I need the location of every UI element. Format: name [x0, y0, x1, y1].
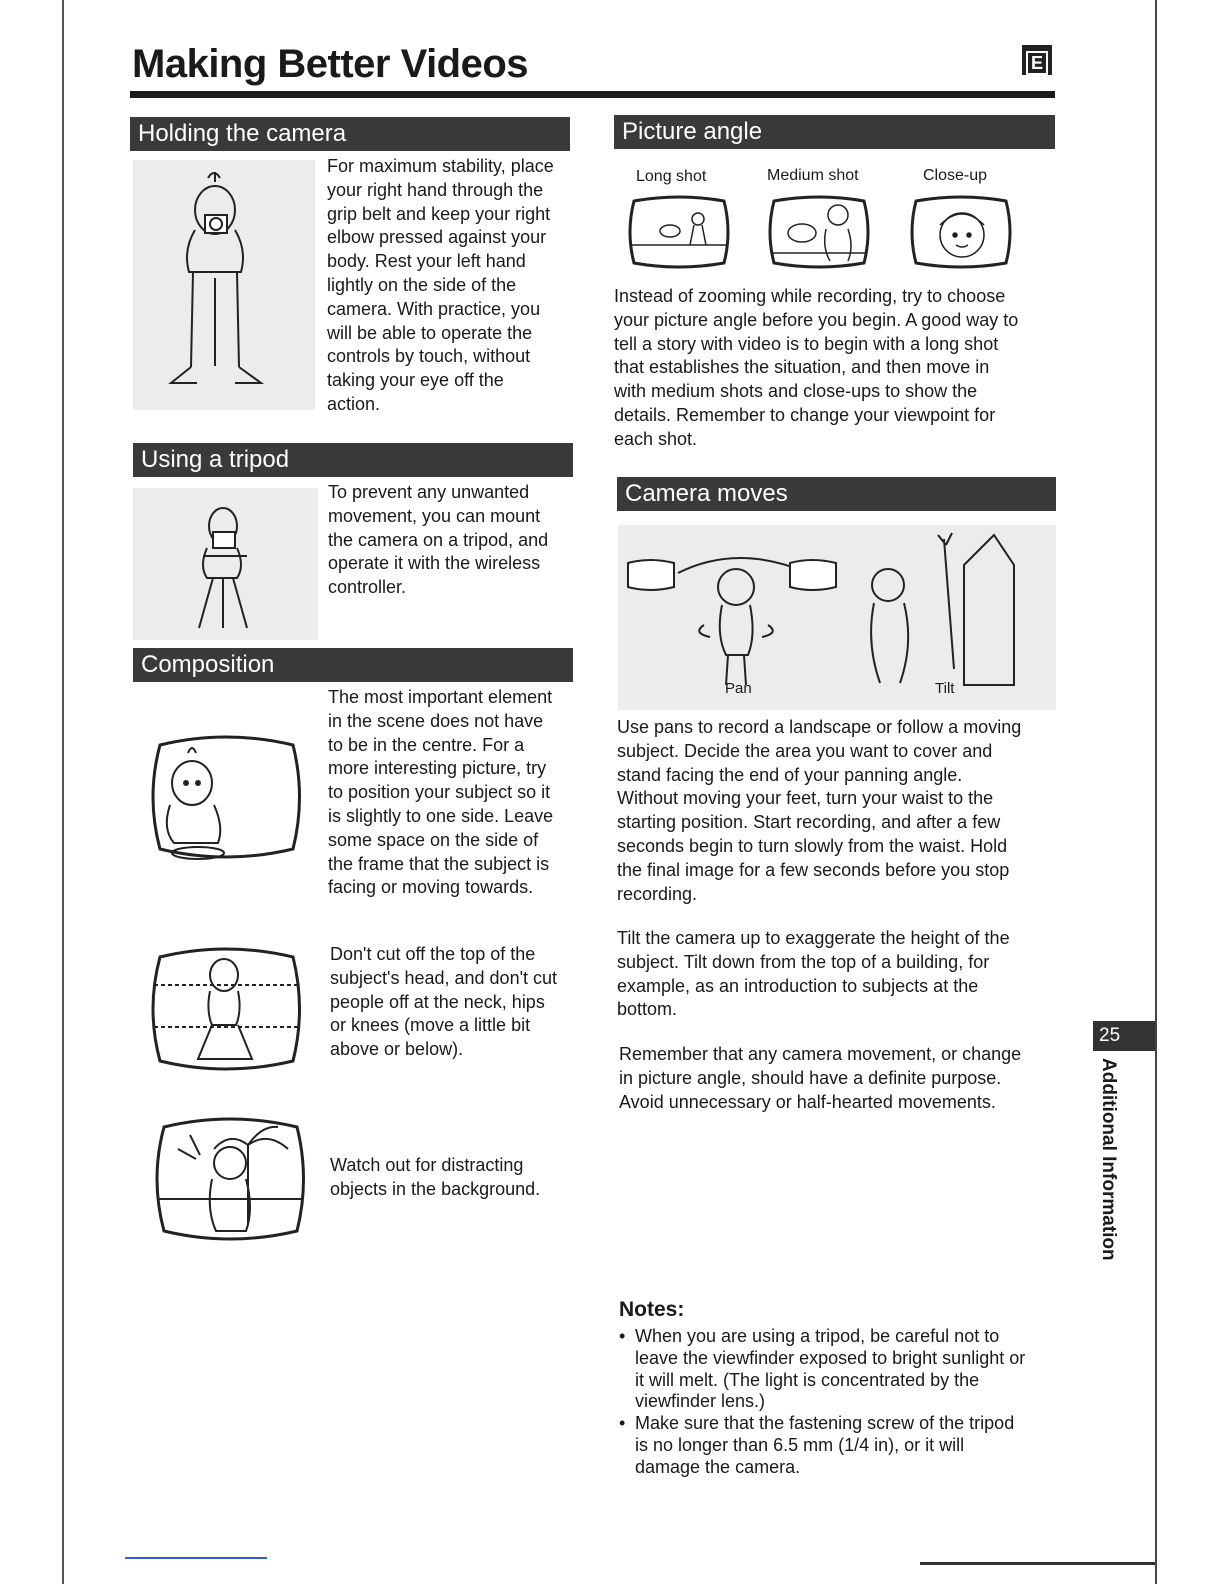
- page-number-tab: 25: [1093, 1021, 1155, 1051]
- camera-moves-illustration: [618, 525, 1056, 710]
- label-pan: Pan: [725, 680, 752, 697]
- picture-angle-text: Instead of zooming while recording, try to choose your picture angle before you begin. A good way to tell a story with video is to begin with a long shot that establishes the situation, and then move in with medium shots and close-ups to show the details. Remember to change your viewpoint for each shot.: [614, 286, 1019, 449]
- long-shot-illustration: [628, 195, 730, 269]
- label-tilt: Tilt: [935, 680, 955, 697]
- section-heading-holding-camera: Holding the camera: [130, 117, 570, 151]
- tripod-text: To prevent any unwanted movement, you can mount the camera on a tripod, and operate it with the wireless controller.: [328, 482, 549, 598]
- composition-text-1: The most important element in the scene does not have to be in the centre. For a more interesting picture, try to position your subject so it is slightly to one side. Leave some space on the side of the frame that the subject is facing or moving towards.: [328, 687, 554, 898]
- camera-moves-text-2: Tilt the camera up to exaggerate the height of the subject. Tilt down from the top of a building, for example, as an introduction to subjects at the bottom.: [617, 928, 1010, 1020]
- label-long-shot: Long shot: [636, 168, 707, 185]
- title-rule: [130, 91, 1055, 98]
- holding-camera-text: For maximum stability, place your right hand through the grip belt and keep your right elbow pressed against your body. Rest your left hand lightly on the side of the camera. With practice, you will be able to operate the controls by touch, without taking your eye off the action.: [327, 156, 554, 414]
- language-badge: E: [1022, 45, 1052, 75]
- composition-background-illustration: [152, 1115, 309, 1243]
- composition-offcenter-illustration: [148, 733, 305, 861]
- page-title: Making Better Videos: [132, 42, 529, 86]
- composition-text-3: Watch out for distracting objects in the background.: [330, 1155, 541, 1199]
- section-heading-composition: Composition: [133, 648, 573, 682]
- section-heading-picture-angle: Picture angle: [614, 115, 1055, 149]
- composition-text-2: Don't cut off the top of the subject's head, and don't cut people off at the neck, hips or knees (move a little bit above or below).: [330, 944, 558, 1060]
- camera-moves-text-3: Remember that any camera movement, or change in picture angle, should have a definite purpose. Avoid unnecessary or half-hearted movements.: [619, 1044, 1022, 1112]
- label-medium-shot: Medium shot: [767, 167, 859, 184]
- holding-camera-illustration: [133, 160, 315, 410]
- page-edge-left: [62, 0, 64, 1584]
- medium-shot-illustration: [768, 195, 870, 269]
- bottom-rule-left: [125, 1557, 267, 1559]
- section-heading-camera-moves: Camera moves: [617, 477, 1056, 511]
- note-item: • Make sure that the fastening screw of the tripod is no longer than 6.5 mm (1/4 in), or it will damage the camera.: [619, 1413, 1059, 1478]
- section-heading-tripod: Using a tripod: [133, 443, 573, 477]
- section-side-label: Additional Information: [1098, 1058, 1119, 1261]
- camera-moves-text-1: Use pans to record a landscape or follow a moving subject. Decide the area you want to cover and stand facing the end of your panning angle. Without moving your feet, turn your waist to the starting position. Start recording, and after a few seconds begin to turn slowly from the waist. Hold the final image for a few seconds before you stop recording.: [617, 717, 1022, 904]
- notes-list: [619, 1326, 1059, 1479]
- bottom-rule-right: [920, 1562, 1155, 1565]
- close-up-illustration: [910, 195, 1012, 269]
- notes-title: Notes:: [619, 1298, 685, 1321]
- note-item: • When you are using a tripod, be careful not to leave the viewfinder exposed to bright sunlight or it will melt. (The light is concentrated by the viewfinder lens.): [619, 1326, 1059, 1413]
- composition-framing-illustration: [148, 945, 305, 1073]
- label-close-up: Close-up: [923, 167, 988, 184]
- tripod-illustration: [133, 488, 318, 640]
- page-edge-right: [1155, 0, 1157, 1584]
